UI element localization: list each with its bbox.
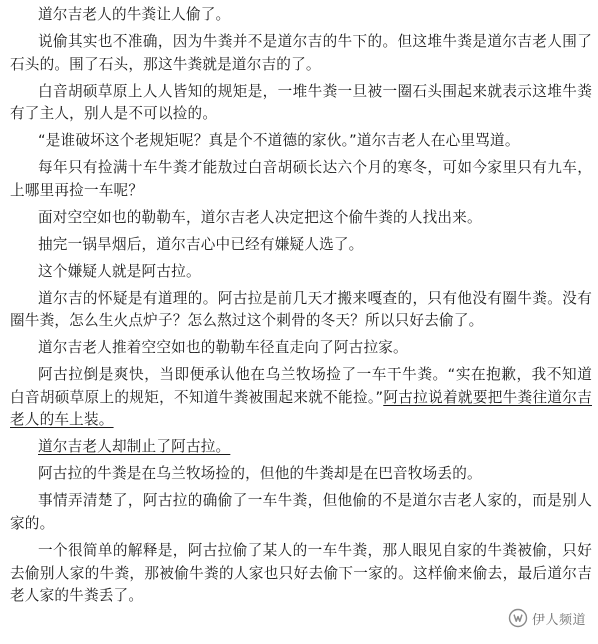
paragraph-2: 说偷其实也不准确，因为牛粪并不是道尔吉的牛下的。但这堆牛粪是道尔吉老人围了石头的。围了石头，那这牛粪就是道尔吉的了。: [10, 32, 592, 73]
paragraph-13: 阿古拉的牛粪是在乌兰牧场捡的，但他的牛粪却是在巴音牧场丢的。: [38, 465, 482, 483]
paragraph-7: 抽完一锅旱烟后，道尔吉心中已经有嫌疑人选了。: [38, 235, 364, 253]
paragraph-1: 道尔吉老人的牛粪让人偷了。: [38, 6, 231, 23]
paragraph-12-underlined: 道尔吉老人却制止了阿古拉。: [38, 438, 231, 456]
paragraph-6: 面对空空如也的勒勒车，道尔吉老人决定把这个偷牛粪的人找出来。: [38, 208, 482, 226]
paragraph-15: 一个很简单的解释是，阿古拉偷了某人的一车牛粪，那人眼见自家的牛粪被偷，只好去偷别人家的牛粪，那被偷牛粪的人家也只好去偷下一家的。这样偷来偷去，最后道尔吉老人家的牛粪丢了。: [10, 541, 592, 605]
paragraph-14: 事情弄清楚了，阿古拉的确偷了一车牛粪，但他偷的不是道尔吉老人家的，而是别人家的。: [10, 492, 592, 532]
paragraph-5: 每年只有捡满十车牛粪才能敖过白音胡硕长达六个月的寒冬，可如今家里只有九车，上哪里再捡一车呢？: [10, 159, 592, 199]
wechat-channel-icon: [508, 608, 528, 628]
paragraph-11-text: 阿古拉倒是爽快，当即便承认他在乌兰牧场捡了一车干牛粪。“实在抱歉，我不知道白音胡硕草原上的规矩，不知道牛粪被围起来就不能捡。”: [10, 366, 592, 406]
paragraph-11: [10, 364, 592, 432]
watermark: [504, 606, 590, 630]
paragraph-11-underlined: 阿古拉说着就要把牛粪往道尔吉老人的车上装。: [10, 388, 592, 429]
paragraph-9: 道尔吉的怀疑是有道理的。阿古拉是前几天才搬来嘎查的，只有他没有圈牛粪。没有圈牛粪，怎么生火点炉子？怎么熬过这个刺骨的冬天？所以只好去偷了。: [10, 289, 592, 330]
paragraph-3: 白音胡硕草原上人人皆知的规矩是，一堆牛粪一旦被一圈石头围起来就表示这堆牛粪有了主人，别人是不可以捡的。: [10, 82, 592, 123]
paragraph-12: [10, 436, 592, 459]
paragraph-8: 这个嫌疑人就是阿古拉。: [38, 262, 201, 280]
watermark-text: 伊人频道: [531, 612, 586, 628]
paragraph-4: “是谁破坏这个老规矩呢？真是个不道德的家伙。”道尔吉老人在心里骂道。: [38, 132, 520, 150]
paragraph-10: 道尔吉老人推着空空如也的勒勒车径直走向了阿古拉家。: [38, 339, 408, 357]
